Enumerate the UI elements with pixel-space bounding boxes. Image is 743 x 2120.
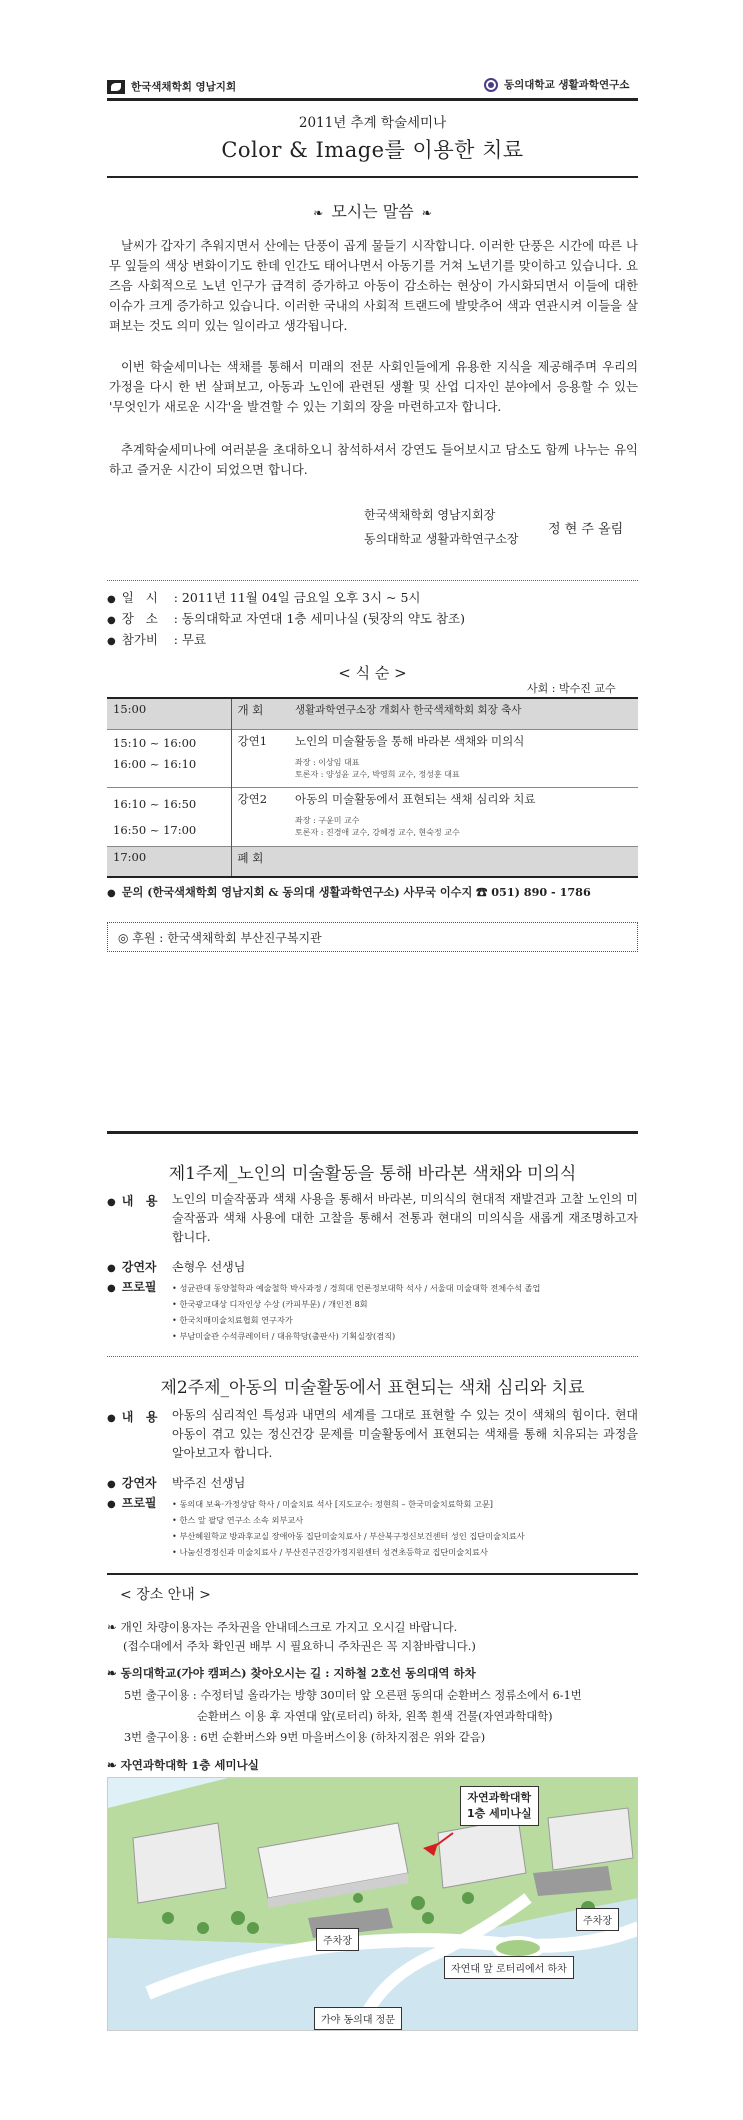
profile-item: • 한국치매미술치료협회 연구자가 [172, 1315, 293, 1325]
route-title-text: 동의대학교(가야 캠퍼스) 찾아오시는 길 : 지하철 2호선 동의대역 하차 [120, 1666, 476, 1680]
profile-item: • 나눔신경정신과 미술치료사 / 부산진구건강가정지원센터 성견초등학교 집단미술치료사 [172, 1547, 488, 1557]
map-label-building [460, 1786, 539, 1826]
info-fee-label: 참가비 [121, 632, 158, 647]
map-label-building-text: 자연과학대학 [467, 1791, 532, 1804]
theme2-speaker-label-text: 강연자 [121, 1476, 157, 1490]
leaf-ornament-icon: ❧ [107, 1758, 117, 1772]
schedule-row [107, 729, 638, 787]
info-place: ● 장 소 : 동의대학교 자연대 1층 세미나실 (뒷장의 약도 참조) [107, 611, 465, 626]
schedule-type: 폐 회 [231, 846, 289, 876]
profile-item-text: 한스 앞 팔당 연구소 소속 외부교사 [179, 1515, 304, 1525]
signer-2: 동의대학교 생활과학연구소장 [364, 532, 519, 546]
bullet-icon: ● [107, 615, 116, 626]
car-note-text: 개인 차량이용자는 주차권을 안내데스크로 가지고 오시길 바랍니다. [120, 1620, 458, 1634]
theme1-speaker-label-text: 강연자 [121, 1260, 157, 1274]
info-date-label: 일 시 [121, 590, 158, 605]
schedule-time: 15:00 [107, 699, 231, 729]
signer-1: 한국색채학회 영남지회장 [364, 508, 496, 522]
theme2-content-label-text: 내 용 [121, 1410, 158, 1424]
theme1-profile-label [107, 1278, 157, 1295]
header-right [484, 77, 629, 92]
profile-item-text: 성균관대 동양철학과 예술철학 박사과정 / 경희대 언론정보대학 석사 / 서울대 미술대학 전체수석 졸업 [179, 1283, 541, 1293]
route-exit5: 5번 출구이용 : 수정터널 올라가는 방향 30미터 앞 오른편 동의대 순환버스 정류소에서 6-1번 [124, 1689, 582, 1702]
lecture-chair: 좌장 : 구윤미 교수 [295, 815, 360, 825]
schedule-time-qa: 16:00 ~ 16:10 [113, 756, 197, 771]
profile-item-text: 한국치매미술치료협회 연구자가 [179, 1315, 293, 1325]
sponsor-box [107, 922, 638, 952]
invitation-paragraph-1: 날씨가 갑자기 추워지면서 산에는 단풍이 곱게 물들기 시작합니다. 이러한 단풍은 시간에 따른 나무 잎들의 색상 변화이기도 한데 인간도 태어나면서 아동기를 거쳐 노년기를 맞이하고 있습니다. 요즈음 사회적으로 노년 인구가 급격히 증가하고 아동이 감소하는 현상이 가시화되면서 이들에 대한 이슈가 크게 증가하고 있습니다. 이러한 국내의 사회적 트랜드에 발맞추어 색과 연관시켜 이들을 살펴보는 것도 의미 있는 일이라고 생각됩니다. [109, 239, 638, 333]
profile-item-text: 한국광고대상 디자인상 수상 (카피부문) / 개인전 8회 [179, 1299, 368, 1309]
schedule-heading: < 식 순 > [338, 664, 407, 682]
section2-rule [107, 1131, 638, 1134]
theme1-profile-label-text: 프로필 [121, 1280, 157, 1294]
schedule-row [107, 787, 638, 846]
theme2-speaker-label [107, 1474, 157, 1491]
signer-name: 정 현 주 올림 [548, 522, 624, 537]
profile-item: • 한국광고대상 디자인상 수상 (카피부문) / 개인전 8회 [172, 1299, 368, 1309]
header-left-org: 한국색채학회 영남지회 [131, 81, 237, 93]
header-left [107, 79, 236, 94]
invitation-heading: 모시는 말씀 [331, 202, 414, 221]
sponsor-text: ◎ 후원 : 한국색채학회 부산진구복지관 [118, 931, 322, 945]
lecture-panel: 토론자 : 진경애 교수, 강혜경 교수, 현숙정 교수 [295, 827, 460, 837]
theme2-content-label [107, 1408, 157, 1425]
theme2-profile [172, 1496, 525, 1560]
lecture-title: 아동의 미술활동에서 표현되는 색채 심리와 치료 [295, 791, 536, 806]
bullet-icon: ● [107, 1283, 116, 1294]
schedule-time-start: 16:10 ~ 16:50 [113, 796, 197, 811]
route-title [107, 1665, 476, 1681]
title-rule [107, 176, 638, 178]
bullet-icon: ● [107, 1413, 116, 1424]
schedule-bottom-rule [107, 876, 638, 878]
schedule-content [289, 729, 638, 787]
theme1-speaker: 손형우 선생님 [172, 1260, 246, 1274]
profile-item: • 한스 앞 팔당 연구소 소속 외부교사 [172, 1515, 304, 1525]
theme1-speaker-label [107, 1258, 157, 1275]
directions-heading: < 장소 안내 > [120, 1587, 211, 1603]
schedule-time [107, 787, 231, 846]
theme1-content-label-text: 내 용 [121, 1194, 158, 1208]
university-seal-icon [484, 78, 498, 92]
schedule-content [289, 846, 638, 876]
route-exit5-cont: 순환버스 이용 후 자연대 앞(로터리) 하차, 왼쪽 흰색 건물(자연과학대학) [197, 1710, 553, 1723]
lecture-title: 노인의 미술활동을 통해 바라본 색채와 미의식 [295, 733, 525, 748]
route-exit3: 3번 출구이용 : 6번 순환버스와 9번 마을버스이용 (하차지점은 위와 같음) [124, 1731, 486, 1744]
schedule-content: 생활과학연구소장 개회사 한국색채학회 회장 축사 [289, 699, 638, 729]
info-date-value: 2011년 11월 04일 금요일 오후 3시 ~ 5시 [181, 590, 421, 605]
schedule-type: 강연2 [237, 791, 268, 806]
map-label-parking-1: 주차장 [316, 1928, 359, 1951]
leaf-ornament-icon: ❧ [107, 1666, 117, 1680]
bullet-icon: ● [107, 1263, 116, 1274]
contact-text: 문의 (한국색채학회 영남지회 & 동의대 생활과학연구소) 사무국 이수지 ☎ 051) 890 - 1786 [121, 885, 591, 899]
schedule-content [289, 787, 638, 846]
leaf-ornament-icon: ❧ [421, 206, 432, 220]
header-rule [107, 98, 638, 101]
car-note [107, 1618, 476, 1656]
theme2-profile-label-text: 프로필 [121, 1496, 157, 1510]
theme2-profile-label [107, 1494, 157, 1511]
campus-map [107, 1777, 638, 2031]
schedule-time [107, 729, 231, 787]
schedule-type: 개 회 [231, 699, 289, 729]
theme1-content: 노인의 미술작품과 색채 사용을 통해서 바라본, 미의식의 현대적 재발견과 고찰 노인의 미술작품과 색채 사용에 대한 고찰을 통해서 전통과 현대의 미의식을 새롭게 재조명하고자 합니다. [172, 1192, 638, 1244]
schedule-time-start: 15:10 ~ 16:00 [113, 735, 197, 750]
schedule-moderator: 사회 : 박수진 교수 [527, 682, 616, 695]
society-logo-icon [107, 80, 125, 94]
invitation-heading-row [107, 199, 638, 222]
bullet-icon: ● [107, 888, 116, 899]
bullet-icon: ● [107, 1499, 116, 1510]
lecture-panel: 토론자 : 양성윤 교수, 박영희 교수, 정성훈 대표 [295, 769, 460, 779]
car-note-sub: (접수대에서 주차 확인권 배부 시 필요하니 주차권은 꼭 지참바랍니다.) [123, 1639, 476, 1653]
map-label-rotary: 자연대 앞 로터리에서 하차 [444, 1956, 574, 1979]
profile-item-text: 부산혜원학교 방과후교실 장애아동 집단미술치료사 / 부산북구정신보건센터 성인 집단미술치료사 [179, 1531, 525, 1541]
contact-line [107, 884, 591, 900]
map-title-text: 자연과학대학 1층 세미나실 [120, 1758, 259, 1772]
bullet-icon: ● [107, 1479, 116, 1490]
invitation-paragraph-3: 추계학술세미나에 여러분을 초대하오니 참석하셔서 강연도 들어보시고 담소도 함께 나누는 유익하고 즐거운 시간이 되었으면 합니다. [109, 443, 638, 477]
info-divider [107, 580, 638, 581]
profile-item: • 부산혜원학교 방과후교실 장애아동 집단미술치료사 / 부산북구정신보건센터 성인 집단미술치료사 [172, 1531, 525, 1541]
info-place-label: 장 소 [121, 611, 158, 626]
schedule-row [107, 699, 638, 729]
profile-item: • 동의대 보육·가정상담 학사 / 미술치료 석사 [지도교수: 정현희 – 한국미술치료학회 고문] [172, 1499, 493, 1509]
theme1-profile [172, 1280, 540, 1344]
bullet-icon: ● [107, 594, 116, 605]
profile-item-text: 나눔신경정신과 미술치료사 / 부산진구건강가정지원센터 성견초등학교 집단미술치료사 [179, 1547, 488, 1557]
campus-map-illustration [108, 1778, 638, 2031]
info-fee-value: 무료 [181, 632, 207, 647]
info-fee: ● 참가비 : 무료 [107, 632, 207, 647]
map-label-room-text: 1층 세미나실 [467, 1807, 532, 1820]
profile-item: • 성균관대 동양철학과 예술철학 박사과정 / 경희대 언론정보대학 석사 / 서울대 미술대학 전체수석 졸업 [172, 1283, 541, 1293]
theme2-title: 제2주제_아동의 미술활동에서 표현되는 색채 심리와 치료 [160, 1378, 585, 1398]
map-label-parking-2: 주차장 [576, 1908, 619, 1931]
theme1-content-label [107, 1192, 157, 1209]
profile-item-text: 동의대 보육·가정상담 학사 / 미술치료 석사 [지도교수: 정현희 – 한국미술치료학회 고문] [179, 1499, 493, 1509]
profile-item-text: 부남미술관 수석큐레이터 / 대유학당(출판사) 기획실장(겸직) [179, 1331, 396, 1341]
invitation-paragraph-2: 이번 학술세미나는 색채를 통해서 미래의 전문 사회인들에게 유용한 지식을 제공해주며 우리의 가정을 다시 한 번 살펴보고, 아동과 노인에 관련된 생활 및 산업 디자인 분야에서 응용할 수 있는 '무엇인가 새로운 시각'을 발견할 수 있는 기회의 장을 마련하고자 합니다. [109, 360, 638, 414]
theme-divider [107, 1356, 638, 1357]
directions-rule [107, 1573, 638, 1575]
profile-item: • 부남미술관 수석큐레이터 / 대유학당(출판사) 기획실장(겸직) [172, 1331, 396, 1341]
info-date: ● 일 시 : 2011년 11월 04일 금요일 오후 3시 ~ 5시 [107, 590, 421, 605]
schedule-row [107, 846, 638, 876]
leaf-ornament-icon: ❧ [107, 1620, 117, 1634]
theme1-title: 제1주제_노인의 미술활동을 통해 바라본 색채와 미의식 [168, 1164, 577, 1184]
theme2-speaker: 박주진 선생님 [172, 1476, 246, 1490]
bullet-icon: ● [107, 636, 116, 647]
header-right-org: 동의대학교 생활과학연구소 [504, 79, 630, 91]
schedule-time-qa: 16:50 ~ 17:00 [113, 822, 197, 837]
bullet-icon: ● [107, 1197, 116, 1208]
schedule-table [107, 699, 638, 876]
map-label-gate: 가야 동의대 정문 [314, 2007, 402, 2030]
leaf-ornament-icon: ❧ [313, 206, 324, 220]
map-title [107, 1757, 259, 1773]
lecture-chair: 좌장 : 이상임 대표 [295, 757, 360, 767]
schedule-time: 17:00 [107, 846, 231, 876]
schedule-type: 강연1 [237, 733, 268, 748]
event-title: Color & Image를 이용한 치료 [221, 138, 524, 162]
event-subtitle: 2011년 추계 학술세미나 [298, 115, 447, 131]
theme2-content: 아동의 심리적인 특성과 내면의 세계를 그대로 표현할 수 있는 것이 색채의 힘이다. 현대 아동이 겪고 있는 정신건강 문제를 미술활동에서 표현되는 색채를 통해 치유되는 과정을 알아보고자 합니다. [172, 1408, 638, 1460]
info-place-value: 동의대학교 자연대 1층 세미나실 (뒷장의 약도 참조) [181, 611, 465, 626]
